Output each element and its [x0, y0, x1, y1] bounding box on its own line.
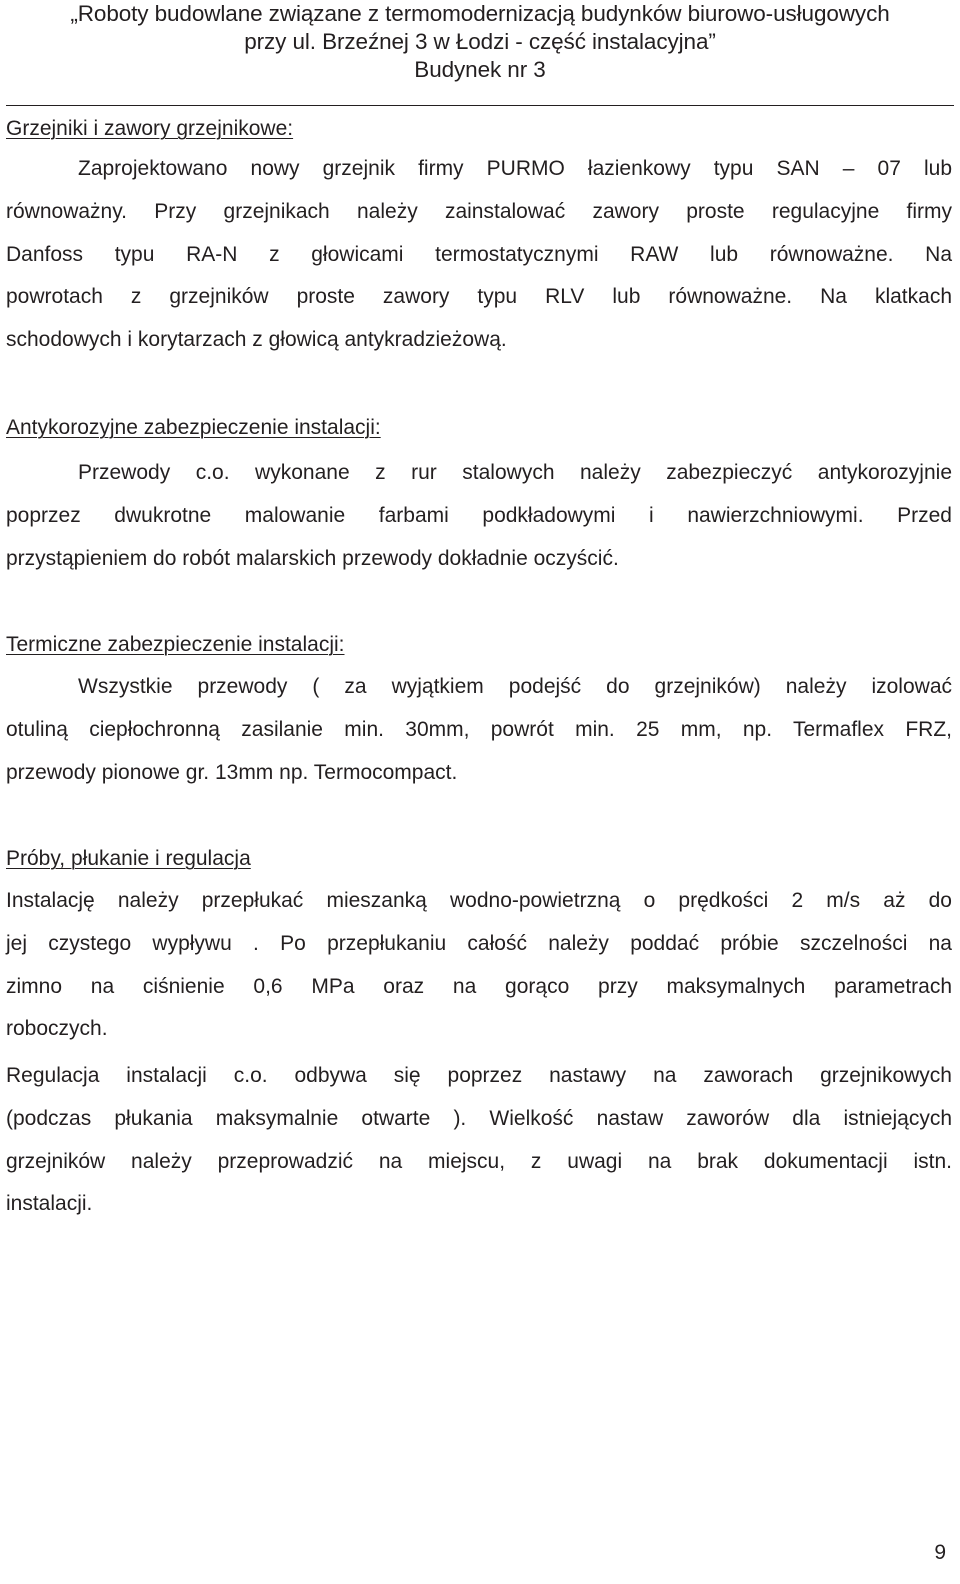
paragraph-radiators	[6, 148, 952, 362]
text-line: jej czystego wypływu . Po przepłukaniu całość należy poddać próbie szczelności na	[6, 931, 952, 955]
text-line: schodowych i korytarzach z głowicą antykradzieżową.	[6, 328, 507, 352]
document-header	[0, 0, 960, 84]
header-title-line-2: przy ul. Brzeźnej 3 w Łodzi - część instalacyjna”	[244, 29, 716, 54]
text-line: zimno na ciśnienie 0,6 MPa oraz na gorąco przy maksymalnych parametrach	[6, 974, 952, 998]
text-line: grzejników należy przeprowadzić na miejscu, z uwagi na brak dokumentacji istn.	[6, 1149, 952, 1173]
heading-radiators: Grzejniki i zawory grzejnikowe:	[6, 117, 294, 140]
text-line: roboczych.	[6, 1017, 108, 1041]
heading-flushing: Próby, płukanie i regulacja	[6, 847, 251, 870]
header-building-label: Budynek nr 3	[414, 57, 546, 82]
text-line: powrotach z grzejników proste zawory typu RLV lub równoważne. Na klatkach	[6, 285, 952, 309]
text-line: Wszystkie przewody ( za wyjątkiem podejść do grzejników) należy izolować	[78, 675, 952, 698]
text-line: Danfoss typu RA-N z głowicami termostatycznymi RAW lub równoważne. Na	[6, 242, 952, 266]
text-line: otuliną ciepłochronną zasilanie min. 30mm, powrót min. 25 mm, np. Termaflex FRZ,	[6, 717, 952, 741]
header-divider	[6, 105, 954, 106]
paragraph-thermal-insulation	[6, 666, 952, 794]
text-line: instalacji.	[6, 1192, 93, 1216]
page-number: 9	[934, 1541, 946, 1564]
text-line: poprzez dwukrotne malowanie farbami podkładowymi i nawierzchniowymi. Przed	[6, 503, 952, 527]
text-line: równoważny. Przy grzejnikach należy zainstalować zawory proste regulacyjne firmy	[6, 199, 952, 223]
text-line: przystąpieniem do robót malarskich przewody dokładnie oczyścić.	[6, 546, 619, 570]
heading-thermal-insulation: Termiczne zabezpieczenie instalacji:	[6, 633, 345, 656]
paragraph-flushing	[6, 880, 952, 1051]
text-line: Zaprojektowano nowy grzejnik firmy PURMO łazienkowy typu SAN – 07 lub	[78, 157, 952, 180]
text-line: Instalację należy przepłukać mieszanką wodno-powietrzną o prędkości 2 m/s aż do	[6, 889, 952, 912]
text-line: przewody pionowe gr. 13mm np. Termocompact.	[6, 760, 458, 784]
heading-anticorrosion: Antykorozyjne zabezpieczenie instalacji:	[6, 416, 381, 439]
header-title-line-1: „Roboty budowlane związane z termomodernizacją budynków biurowo-usługowych	[70, 1, 890, 26]
paragraph-anticorrosion	[6, 452, 952, 580]
text-line: Regulacja instalacji c.o. odbywa się poprzez nastawy na zaworach grzejnikowych	[6, 1064, 952, 1087]
text-line: (podczas płukania maksymalnie otwarte ). Wielkość nastaw zaworów dla istniejących	[6, 1106, 952, 1130]
paragraph-regulation	[6, 1055, 952, 1226]
text-line: Przewody c.o. wykonane z rur stalowych należy zabezpieczyć antykorozyjnie	[78, 461, 952, 484]
